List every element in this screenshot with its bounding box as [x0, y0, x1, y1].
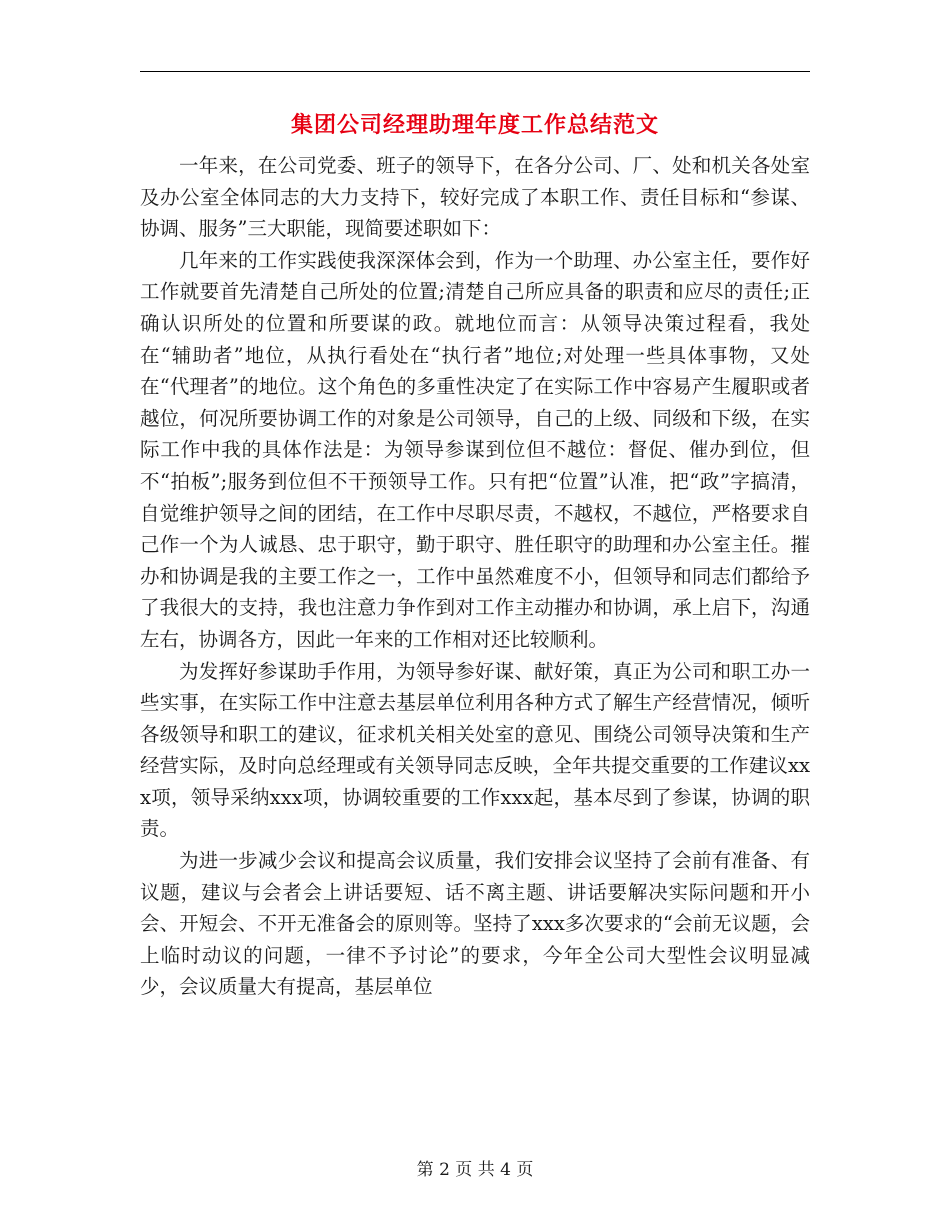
document-body [140, 150, 810, 1003]
header-rule [140, 71, 810, 72]
page-number: 第 2 页 共 4 页 [416, 1160, 534, 1180]
paragraph-4: 为进一步减少会议和提高会议质量，我们安排会议坚持了会前有准备、有议题，建议与会者会上讲话要短、话不离主题、讲话要解决实际问题和开小会、开短会、不开无准备会的原则等。坚持了xxx多次要求的“会前无议题，会上临时动议的问题，一律不予讨论”的要求，今年全公司大型性会议明显减少，会议质量大有提高，基层单位 [140, 849, 810, 999]
paragraph-1: 一年来，在公司党委、班子的领导下，在各分公司、厂、处和机关各处室及办公室全体同志的大力支持下，较好完成了本职工作、责任目标和“参谋、协调、服务”三大职能，现简要述职如下： [140, 154, 810, 241]
document-title: 集团公司经理助理年度工作总结范文 [290, 113, 659, 138]
paragraph-3: 为发挥好参谋助手作用，为领导参好谋、献好策，真正为公司和职工办一些实事，在实际工作中注意去基层单位利用各种方式了解生产经营情况，倾听各级领导和职工的建议，征求机关相关处室的意见、围绕公司领导决策和生产经营实际，及时向总经理或有关领导同志反映，全年共提交重要的工作建议xxx项，领导采纳xxx项，协调较重要的工作xxx起，基本尽到了参谋，协调的职责。 [140, 659, 810, 841]
paragraph-2: 几年来的工作实践使我深深体会到，作为一个助理、办公室主任，要作好工作就要首先清楚自己所处的位置;清楚自己所应具备的职责和应尽的责任;正确认识所处的位置和所要谋的政。就地位而言：从领导决策过程看，我处在“辅助者”地位，从执行看处在“执行者”地位;对处理一些具体事物，又处在“代理者”的地位。这个角色的多重性决定了在实际工作中容易产生履职或者越位，何况所要协调工作的对象是公司领导，自己的上级、同级和下级，在实际工作中我的具体作法是：为领导参谋到位但不越位：督促、催办到位，但不“拍板”;服务到位但不干预领导工作。只有把“位置”认准，把“政”字搞清，自觉维护领导之间的团结，在工作中尽职尽责，不越权，不越位，严格要求自己作一个为人诚恳、忠于职守，勤于职守、胜任职守的助理和办公室主任。摧办和协调是我的主要工作之一，工作中虽然难度不小，但领导和同志们都给予了我很大的支持，我也注意力争作到对工作主动摧办和协调，承上启下，沟通左右，协调各方，因此一年来的工作相对还比较顺利。 [140, 248, 810, 651]
